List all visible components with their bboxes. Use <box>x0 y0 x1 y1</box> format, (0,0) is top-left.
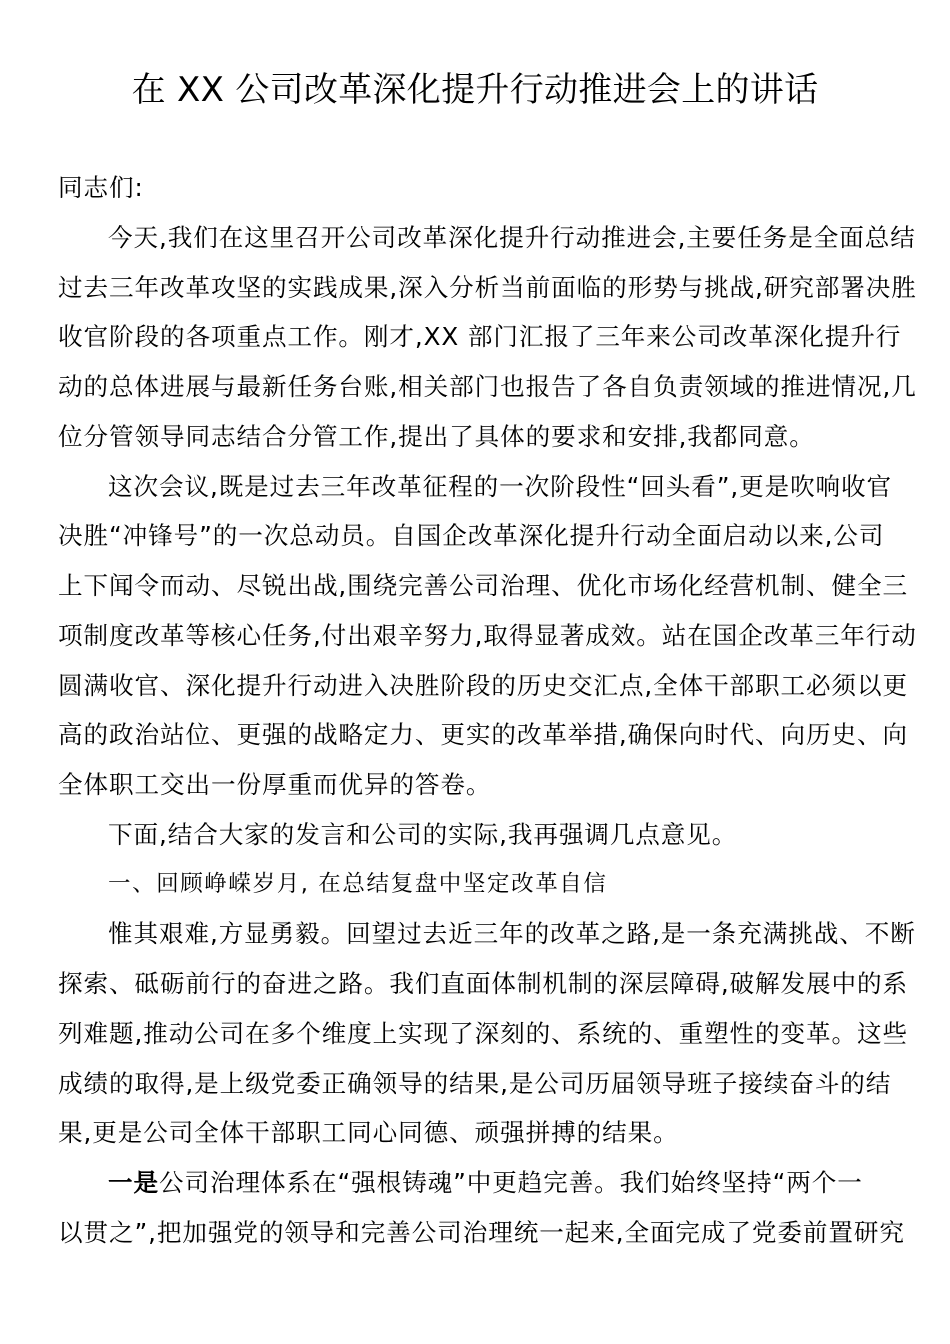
paragraph-line: 列难题,推动公司在多个维度上实现了深刻的、系统的、重塑性的变革。这些 <box>58 1018 909 1048</box>
paragraph-opening <box>58 213 917 462</box>
point-text: 公司治理体系在“强根铸魂”中更趋完善。我们始终坚持“两个一 <box>159 1168 863 1197</box>
paragraph-line: 成绩的取得,是上级党委正确领导的结果,是公司历届领导班子接续奋斗的结 <box>58 1068 892 1098</box>
paragraph-governance <box>58 1158 905 1258</box>
document-body <box>58 163 917 1258</box>
salutation: 同志们: <box>58 173 144 202</box>
paragraph-line: 惟其艰难,方显勇毅。回望过去近三年的改革之路,是一条充满挑战、不断 <box>108 919 916 949</box>
paragraph-line: 上下闻令而动、尽锐出战,围绕完善公司治理、优化市场化经营机制、健全三 <box>58 571 909 600</box>
paragraph-review <box>58 909 916 1158</box>
paragraph-line: 这次会议,既是过去三年改革征程的一次阶段性“回头看”,更是吹响收官 <box>108 471 893 501</box>
paragraph-line: 高的政治站位、更强的战略定力、更实的改革举措,确保向时代、向历史、向 <box>58 720 909 750</box>
paragraph-line: 位分管领导同志结合分管工作,提出了具体的要求和安排,我都同意。 <box>58 421 815 451</box>
document-title: 在 XX 公司改革深化提升行动推进会上的讲话 <box>131 70 819 110</box>
paragraph-line: 收官阶段的各项重点工作。刚才,XX 部门汇报了三年来公司改革深化提升行 <box>58 322 902 352</box>
paragraph-transition <box>58 810 892 860</box>
paragraph-line: 圆满收官、深化提升行动进入决胜阶段的历史交汇点,全体干部职工必须以更 <box>58 670 909 700</box>
paragraph-meeting-purpose <box>58 462 917 810</box>
paragraph-line: 决胜“冲锋号”的一次总动员。自国企改革深化提升行动全面启动以来,公司 <box>58 521 885 551</box>
paragraph-line: 动的总体进展与最新任务台账,相关部门也报告了各自负责领域的推进情况,几 <box>58 372 917 401</box>
section-heading: 一、回顾峥嵘岁月, 在总结复盘中坚定改革自信 <box>108 870 608 897</box>
paragraph-line: 果,更是公司全体干部职工同心同德、顽强拼搏的结果。 <box>58 1118 679 1148</box>
paragraph-line: 项制度改革等核心任务,付出艰辛努力,取得显著成效。站在国企改革三年行动 <box>58 620 917 650</box>
paragraph-line: 今天,我们在这里召开公司改革深化提升行动推进会,主要任务是全面总结 <box>108 222 916 252</box>
paragraph-line: 以贯之”,把加强党的领导和完善公司治理统一起来,全面完成了党委前置研究 <box>58 1217 905 1247</box>
paragraph-line: 下面,结合大家的发言和公司的实际,我再强调几点意见。 <box>108 819 738 849</box>
paragraph-line <box>58 1158 892 1208</box>
paragraph-line: 探索、砥砺前行的奋进之路。我们直面体制机制的深层障碍,破解发展中的系 <box>58 969 909 998</box>
point-lead-bold: 一是 <box>108 1168 159 1197</box>
paragraph-line: 全体职工交出一份厚重而优异的答卷。 <box>58 770 492 799</box>
paragraph-line: 过去三年改革攻坚的实践成果,深入分析当前面临的形势与挑战,研究部署决胜 <box>58 272 917 302</box>
